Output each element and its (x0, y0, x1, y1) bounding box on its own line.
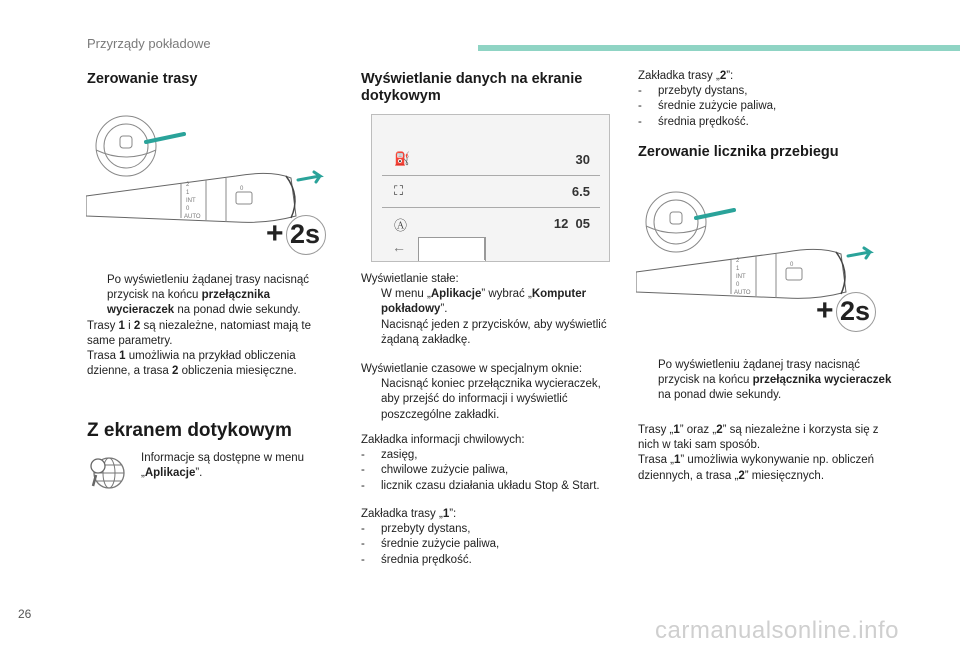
list-item: - średnie zużycie paliwa, (638, 100, 777, 113)
trip-reset-instructions (87, 273, 327, 379)
permanent-display-section: Wyświetlanie stałe: W menu „Aplikacje” wybrać „Komputer pokładowy”. Nacisnąć jeden z przycisków, aby wyświetlić żądaną zakładkę. (361, 273, 607, 346)
svg-text:INT: INT (736, 274, 746, 280)
touchscreen-title: Z ekranem dotykowym (87, 420, 292, 441)
page-number: 26 (18, 607, 32, 621)
odometer-reset-notes (638, 423, 900, 484)
svg-text:AUTO: AUTO (184, 214, 201, 220)
stop-start-icon: Ⓐ (394, 218, 408, 233)
instant-info-tab-section: Zakładka informacji chwilowych: - zasięg, - chwilowe zużycie paliwa, - licznik czasu działania układu Stop & Start. (361, 433, 619, 494)
svg-text:1: 1 (736, 266, 740, 272)
touchscreen-info: Informacje są dostępne w menu „Aplikacje”. (141, 452, 305, 480)
trip1-tab-section: Zakładka trasy „1”: - przebyty dystans, - średnie zużycie paliwa, - średnia prędkość. (361, 507, 619, 568)
svg-text:2: 2 (736, 258, 740, 264)
fuel-consumption-icon: ⛶ (394, 183, 404, 198)
svg-text:0: 0 (240, 186, 244, 192)
back-arrow-icon: ← (392, 239, 406, 255)
applications-globe-icon (87, 455, 127, 491)
odometer-note-1: Trasy „1” oraz „2” są niezależne i korzysta się z nich w taki sam sposób. (638, 424, 879, 452)
plus-glyph: + (266, 217, 284, 250)
screen-tab-2[interactable] (484, 237, 545, 260)
watermark: carmanualsonline.info (655, 617, 899, 644)
list-item: - licznik czasu działania układu Stop & Start. (361, 479, 600, 492)
list-item: - przebyty dystans, (361, 523, 471, 536)
hold-duration: 2s (840, 296, 871, 326)
plus-glyph: + (816, 294, 834, 327)
svg-text:AUTO: AUTO (734, 290, 751, 296)
trip-reset-note-2: Trasa 1 umożliwia na przykład obliczenia dzienne, a trasa 2 obliczenia miesięczne. (87, 350, 297, 378)
svg-text:0: 0 (790, 262, 794, 268)
odometer-reset-instructions (638, 358, 900, 404)
trip-reset-title: Zerowanie trasy (87, 71, 198, 87)
touchscreen-data-title: Wyświetlanie danych na ekranie dotykowym (361, 71, 583, 104)
screen-row-consumption[interactable]: ⛶ 6.5 (394, 183, 590, 199)
screen-tab-1[interactable] (418, 237, 486, 261)
list-item: - zasięg, (361, 449, 418, 462)
screen-row-range[interactable]: ⛽ 30 (394, 151, 590, 167)
hold-duration: 2s (290, 219, 321, 249)
svg-text:0: 0 (186, 206, 190, 212)
trip-computer-screen (371, 114, 610, 262)
fuel-pump-icon: ⛽ (394, 151, 411, 166)
list-item: - chwilowe zużycie paliwa, (361, 464, 509, 477)
trip2-tab-section: Zakładka trasy „2”: - przebyty dystans, - średnie zużycie paliwa, - średnia prędkość. (638, 69, 898, 130)
list-item: - przebyty dystans, (638, 85, 748, 98)
temporary-display-section: Wyświetlanie czasowe w specjalnym oknie: Nacisnąć koniec przełącznika wycieraczek, aby przejść do informacji i wyświetlić poszczególne zakładki. (361, 363, 601, 421)
screen-row-stop-start[interactable]: Ⓐ 12 05 (394, 216, 590, 233)
trip-reset-note-1: Trasy 1 i 2 są niezależne, natomiast mają te same parametry. (87, 319, 311, 347)
list-item: - średnia prędkość. (361, 553, 472, 566)
screen-back-button[interactable] (382, 237, 418, 260)
trip-reset-bullet: Po wyświetleniu żądanej trasy nacisnąć przycisk na końcu przełącznika wycieraczek na ponad dwie sekundy. (107, 274, 309, 317)
list-item: - średnie zużycie paliwa, (361, 538, 500, 551)
list-item: - średnia prędkość. (638, 115, 749, 128)
section-label: Przyrządy pokładowe (87, 36, 211, 51)
svg-text:2: 2 (186, 182, 190, 188)
odometer-reset-title: Zerowanie licznika przebiegu (638, 144, 839, 160)
odometer-note-2: Trasa „1” umożliwia wykonywanie np. obliczeń dziennych, a trasa „2” miesięcznych. (638, 454, 875, 482)
svg-text:INT: INT (186, 198, 196, 204)
odometer-reset-bullet: Po wyświetleniu żądanej trasy nacisnąć przycisk na końcu przełącznika wycieraczek na ponad dwie sekundy. (658, 359, 892, 402)
header-accent-bar (478, 45, 960, 51)
svg-text:1: 1 (186, 190, 190, 196)
svg-text:0: 0 (736, 282, 740, 288)
